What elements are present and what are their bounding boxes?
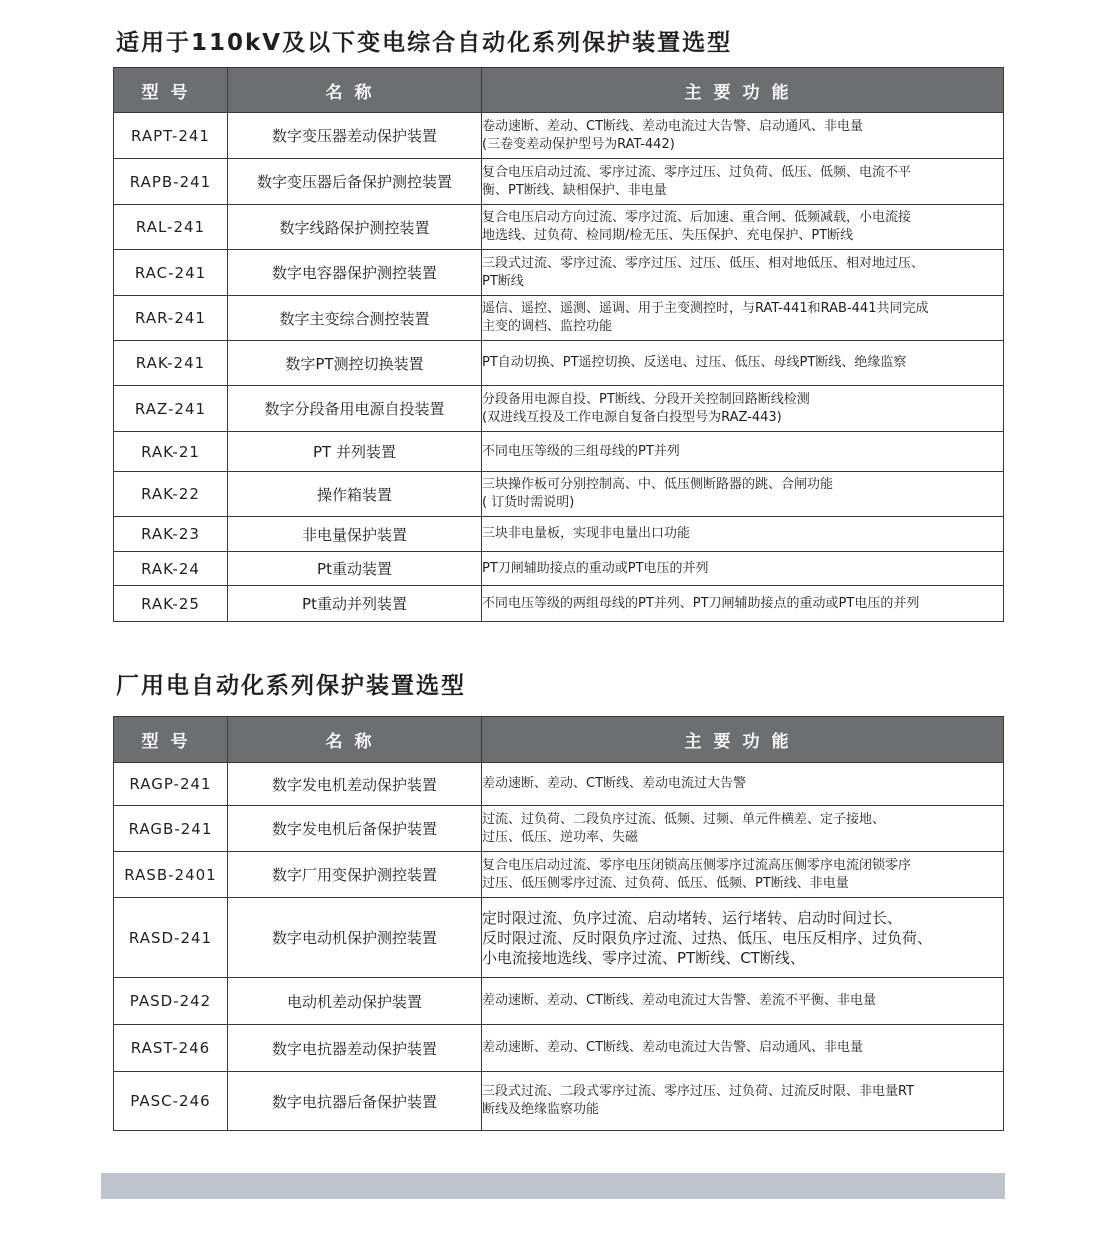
table-row xyxy=(114,432,1004,472)
cell-model: RAK-24 xyxy=(114,552,228,586)
func-line: 不同电压等级的两组母线的PT并列、PT刀闸辅助接点的重动或PT电压的并列 xyxy=(482,595,920,611)
section-title-substation: 适用于110kV及以下变电综合自动化系列保护装置选型 xyxy=(116,30,733,56)
header-func: 主要功能 xyxy=(482,68,1004,113)
cell-name: 数字发电机后备保护装置 xyxy=(228,806,482,852)
cell-model: PASD-242 xyxy=(114,978,228,1025)
func-line: 卷动速断、差动、CT断线、差动电流过大告警、启动通风、非电量 xyxy=(482,118,864,134)
cell-model: RAC-241 xyxy=(114,250,228,296)
cell-name: 非电量保护装置 xyxy=(228,517,482,552)
footer-bar xyxy=(101,1173,1005,1199)
cell-func xyxy=(482,552,1004,586)
cell-model: RASD-241 xyxy=(114,898,228,978)
func-line: 不同电压等级的三组母线的PT并列 xyxy=(482,443,680,459)
func-line: 三块非电量板，实现非电量出口功能 xyxy=(482,526,691,541)
cell-name: 数字发电机差动保护装置 xyxy=(228,763,482,806)
cell-model: RAR-241 xyxy=(114,296,228,341)
cell-func xyxy=(482,341,1004,386)
cell-func xyxy=(482,432,1004,472)
cell-name: Pt重动装置 xyxy=(228,552,482,586)
header-model: 型号 xyxy=(114,717,228,763)
cell-model: RAK-25 xyxy=(114,586,228,622)
table-row xyxy=(114,159,1004,205)
header-name: 名称 xyxy=(228,717,482,763)
table-row xyxy=(114,472,1004,517)
func-line: 主变的调档、监控功能 xyxy=(482,319,613,334)
cell-model: RAST-246 xyxy=(114,1025,228,1072)
func-line: PT自动切换、PT遥控切换、反送电、过压、低压、母线PT断线、绝缘监察 xyxy=(482,355,907,370)
cell-model: RAL-241 xyxy=(114,205,228,250)
cell-model: RAPT-241 xyxy=(114,113,228,159)
func-line: 三段式过流、零序过流、零序过压、过压、低压、相对地低压、相对地过压、 xyxy=(482,255,925,271)
func-line: 反时限过流、反时限负序过流、过热、低压、电压反相序、过负荷、 xyxy=(482,928,933,947)
func-line: 过压、低压、逆功率、失磁 xyxy=(482,829,639,845)
cell-model: PASC-246 xyxy=(114,1072,228,1131)
cell-func xyxy=(482,763,1004,806)
cell-name: PT 并列装置 xyxy=(228,432,482,472)
cell-func xyxy=(482,113,1004,159)
cell-name: 数字线路保护测控装置 xyxy=(228,205,482,250)
table-row xyxy=(114,586,1004,622)
cell-name: 数字电抗器后备保护装置 xyxy=(228,1072,482,1131)
func-line: 地选线、过负荷、检同期/检无压、失压保护、充电保护、PT断线 xyxy=(482,228,854,243)
func-line: 断线及绝缘监察功能 xyxy=(482,1102,600,1117)
cell-model: RAGP-241 xyxy=(114,763,228,806)
func-line: (三卷变差动保护型号为RAT-442) xyxy=(482,136,675,152)
func-line: 复合电压启动方向过流、零序过流、后加速、重合闸、低频减载，小电流接 xyxy=(482,210,912,225)
table-row xyxy=(114,250,1004,296)
cell-func xyxy=(482,472,1004,517)
cell-model: RAK-241 xyxy=(114,341,228,386)
cell-name: Pt重动并列装置 xyxy=(228,586,482,622)
table-row xyxy=(114,763,1004,806)
cell-func xyxy=(482,205,1004,250)
table-row xyxy=(114,978,1004,1025)
table-row xyxy=(114,341,1004,386)
cell-func xyxy=(482,1025,1004,1072)
table-row xyxy=(114,898,1004,978)
header-func: 主要功能 xyxy=(482,717,1004,763)
table-row xyxy=(114,205,1004,250)
header-name: 名称 xyxy=(228,68,482,113)
cell-model: RAZ-241 xyxy=(114,386,228,432)
func-line: ( 订货时需说明) xyxy=(482,495,575,510)
table-row xyxy=(114,1025,1004,1072)
func-line: 定时限过流、负序过流、启动堵转、运行堵转、启动时间过长、 xyxy=(482,908,903,927)
cell-model: RAK-22 xyxy=(114,472,228,517)
cell-name: 数字电动机保护测控装置 xyxy=(228,898,482,978)
table-header-row xyxy=(114,68,1004,113)
func-line: 复合电压启动过流、零序电压闭锁高压侧零序过流高压侧零序电流闭锁零序 xyxy=(482,857,912,873)
func-line: 分段备用电源自投、PT断线、分段开关控制回路断线检测 xyxy=(482,391,810,407)
cell-name: 数字电抗器差动保护装置 xyxy=(228,1025,482,1072)
func-line: PT刀闸辅助接点的重动或PT电压的并列 xyxy=(482,560,709,576)
cell-func xyxy=(482,806,1004,852)
table-row xyxy=(114,296,1004,341)
func-line: 三段式过流、二段式零序过流、零序过压、过负荷、过流反时限、非电量RT xyxy=(482,1084,915,1099)
cell-model: RAK-21 xyxy=(114,432,228,472)
cell-func xyxy=(482,386,1004,432)
cell-model: RASB-2401 xyxy=(114,852,228,898)
table-row xyxy=(114,852,1004,898)
func-line: 差动速断、差动、CT断线、差动电流过大告警、启动通风、非电量 xyxy=(482,1040,864,1055)
table-substation-devices xyxy=(113,67,1004,622)
func-line: 差动速断、差动、CT断线、差动电流过大告警 xyxy=(482,776,747,791)
func-line: PT断线 xyxy=(482,273,524,289)
table-row xyxy=(114,1072,1004,1131)
cell-name: 数字分段备用电源自投装置 xyxy=(228,386,482,432)
table-row xyxy=(114,552,1004,586)
cell-func xyxy=(482,517,1004,552)
cell-func xyxy=(482,978,1004,1025)
table-row xyxy=(114,386,1004,432)
func-line: 差动速断、差动、CT断线、差动电流过大告警、差流不平衡、非电量 xyxy=(482,993,877,1008)
cell-func xyxy=(482,898,1004,978)
cell-func xyxy=(482,250,1004,296)
cell-name: 数字变压器后备保护测控装置 xyxy=(228,159,482,205)
cell-func xyxy=(482,1072,1004,1131)
cell-func xyxy=(482,586,1004,622)
func-line: (双进线互投及工作电源自复备白投型号为RAZ-443) xyxy=(482,409,782,425)
cell-model: RAK-23 xyxy=(114,517,228,552)
func-line: 衡、PT断线、缺相保护、非电量 xyxy=(482,182,667,198)
func-line: 三块操作板可分别控制高、中、低压侧断路器的跳、合闸功能 xyxy=(482,477,834,492)
cell-name: 数字厂用变保护测控装置 xyxy=(228,852,482,898)
func-line: 过压、低压侧零序过流、过负荷、低压、低频、PT断线、非电量 xyxy=(482,875,849,891)
table-row xyxy=(114,517,1004,552)
cell-name: 数字电容器保护测控装置 xyxy=(228,250,482,296)
cell-name: 操作箱装置 xyxy=(228,472,482,517)
table-header-row xyxy=(114,717,1004,763)
cell-name: 数字变压器差动保护装置 xyxy=(228,113,482,159)
func-line: 小电流接地选线、零序过流、PT断线、CT断线、 xyxy=(482,948,805,967)
cell-func xyxy=(482,296,1004,341)
table-row xyxy=(114,113,1004,159)
func-line: 过流、过负荷、二段负序过流、低频、过频、单元件横差、定子接地、 xyxy=(482,811,886,827)
cell-name: 数字PT测控切换装置 xyxy=(228,341,482,386)
cell-model: RAPB-241 xyxy=(114,159,228,205)
cell-model: RAGB-241 xyxy=(114,806,228,852)
cell-func xyxy=(482,159,1004,205)
section-title-plant-power: 厂用电自动化系列保护装置选型 xyxy=(116,673,466,699)
func-line: 遥信、遥控、遥测、遥调、用于主变测控时，与RAT-441和RAB-441共同完成 xyxy=(482,301,929,316)
cell-name: 数字主变综合测控装置 xyxy=(228,296,482,341)
func-line: 复合电压启动过流、零序过流、零序过压、过负荷、低压、低频、电流不平 xyxy=(482,164,912,180)
table-plant-power-devices xyxy=(113,716,1004,1131)
table-row xyxy=(114,806,1004,852)
cell-func xyxy=(482,852,1004,898)
header-model: 型号 xyxy=(114,68,228,113)
cell-name: 电动机差动保护装置 xyxy=(228,978,482,1025)
